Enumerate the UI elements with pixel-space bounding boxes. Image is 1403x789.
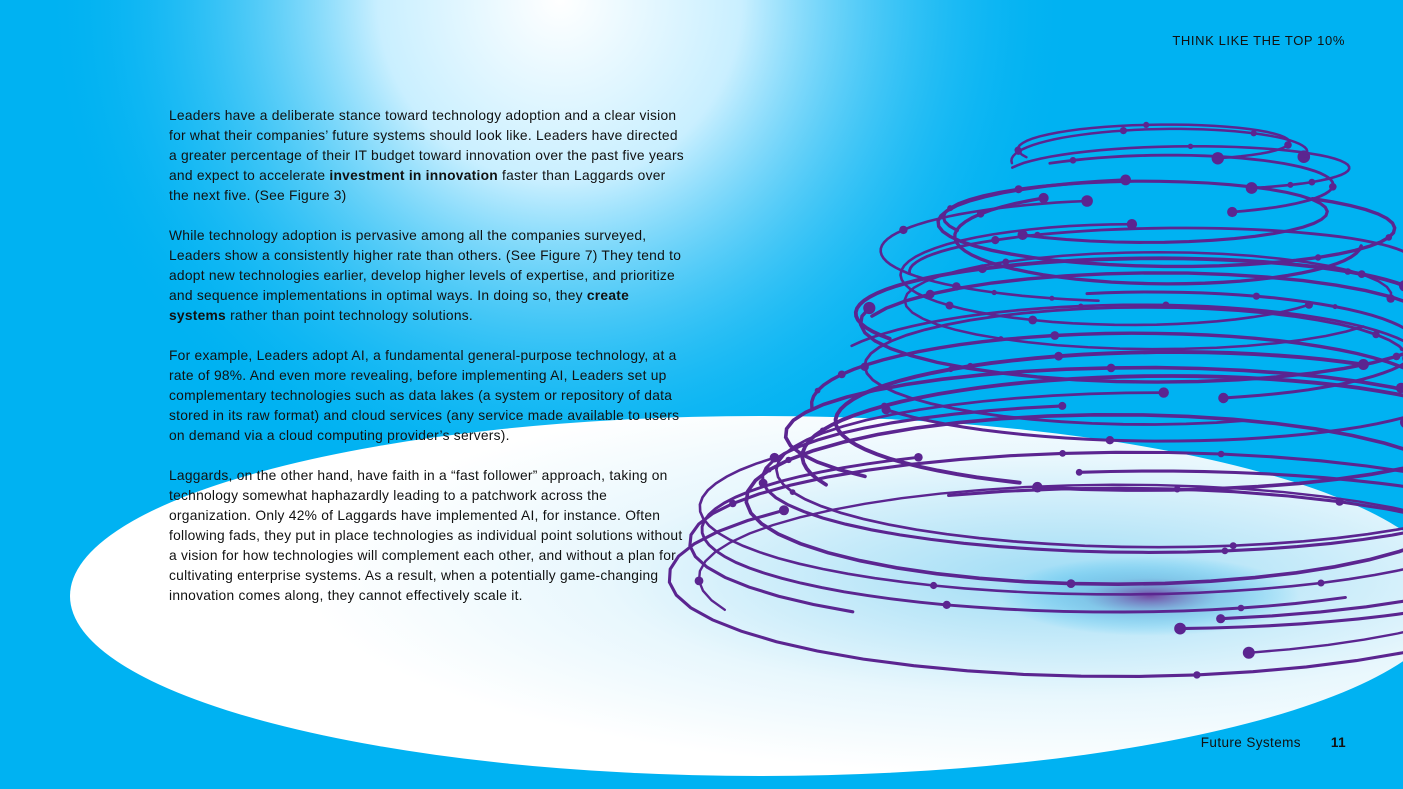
paragraph-1 [169, 106, 689, 206]
paragraph-1-emphasis: investment in innovation [329, 168, 498, 183]
paragraph-3: For example, Leaders adopt AI, a fundamental general-purpose technology, at a rate of 98%. And even more revealing, before implementing AI, Leaders set up complementary technologies such as data lakes (a system or repository of data stored in its raw format) and cloud services (any service made available to users on demand via a cloud computing provider’s servers). [169, 348, 680, 443]
paragraph-2-text-b: rather than point technology solutions. [225, 308, 473, 323]
swirl-node [1336, 498, 1344, 506]
swirl-node [899, 226, 907, 234]
swirl-node [1028, 316, 1037, 325]
swirl-node [1358, 359, 1369, 370]
paragraph-2-emphasis: create systems [169, 288, 630, 323]
swirl-node [1227, 207, 1237, 217]
page-footer [1201, 735, 1346, 750]
swirl-node [1127, 219, 1137, 229]
section-header-label: THINK LIKE THE TOP 10% [1172, 33, 1345, 48]
swirl-node [926, 290, 935, 299]
swirl-node [863, 302, 875, 314]
swirl-node [992, 290, 997, 295]
swirl-node [1222, 548, 1229, 555]
swirl-node [1106, 436, 1114, 444]
swirl-node [1329, 183, 1337, 191]
footer-section-title: Future Systems [1200, 735, 1301, 750]
swirl-node [1120, 175, 1131, 186]
swirl-node [881, 403, 887, 409]
swirl-node [1309, 179, 1316, 186]
swirl-node [767, 467, 772, 472]
swirl-node [930, 582, 937, 589]
swirl-node [1251, 130, 1257, 136]
swirl-node [1058, 402, 1066, 410]
paragraph-4: Laggards, on the other hand, have faith in a “fast follower” approach, taking on technology somewhat haphazardly leading to a patchwork across the organization. Only 42% of Laggards have implemented AI, for instance. Often following fads, they put in place technologies as individual point solutions without a vision for how technologies will complement each other, and without a plan for cultivating enterprise systems. As a result, when a potentially game-changing innovation comes along, they cannot effectively scale it. [169, 468, 683, 603]
swirl-node [1358, 270, 1366, 278]
swirl-node [695, 577, 704, 586]
page-number: 11 [1330, 735, 1346, 750]
swirl-node [1284, 141, 1292, 149]
swirl-node [1393, 353, 1401, 361]
swirl-node [948, 367, 954, 373]
swirl-node [1287, 182, 1293, 188]
swirl-node [1067, 579, 1076, 588]
paragraph-2 [169, 226, 689, 326]
swirl-node [1315, 254, 1321, 260]
swirl-node [1243, 647, 1255, 659]
swirl-node [978, 264, 987, 273]
paragraph-2-text-a: While technology adoption is pervasive among all the companies surveyed, Leaders show a consistently higher rate than others. (See Figure 7) They tend to adopt new technologies earlier, develop higher levels of expertise, and prioritize and sequence implementations in optimal ways. In doing so, they [169, 228, 682, 303]
swirl-node [1050, 331, 1059, 340]
swirl-node [1318, 580, 1325, 587]
swirl-node [1159, 387, 1169, 397]
body-copy [169, 106, 689, 626]
swirl-node [1081, 195, 1093, 207]
swirl-node [1188, 144, 1193, 149]
swirl-node [790, 489, 796, 495]
swirl-node [1174, 623, 1186, 635]
swirl-node [1076, 469, 1083, 476]
swirl-node [1034, 232, 1040, 238]
swirl-node [729, 500, 736, 507]
swirl-node [1253, 293, 1260, 300]
swirl-node [1143, 122, 1149, 128]
swirl-node [785, 457, 791, 463]
swirl-node [1216, 614, 1225, 623]
swirl-node [770, 453, 780, 463]
swirl-node [1193, 671, 1200, 678]
swirl-node [1386, 234, 1393, 241]
swirl-node [1333, 304, 1338, 309]
swirl-node [1230, 542, 1237, 549]
swirl-node [967, 363, 973, 369]
swirl-node [914, 453, 923, 462]
swirl-node [943, 601, 951, 609]
swirl-node [815, 388, 821, 394]
paragraph-1-text-a: Leaders have a deliberate stance toward technology adoption and a clear vision for what their companies’ future systems should look like. Leaders have directed a greater percentage of their IT budget toward innovation over the past five years and expect to accelerate [169, 108, 684, 183]
swirl-node [838, 371, 846, 379]
swirl-node [1162, 302, 1169, 309]
swirl-node [1345, 268, 1352, 275]
swirl-node [1218, 393, 1228, 403]
swirl-node [1015, 148, 1022, 155]
swirl-node [946, 302, 954, 310]
swirl-node [1078, 304, 1083, 309]
swirl-node [1107, 364, 1116, 373]
paragraph-1-text-b: faster than Laggards over the next five. (See Figure 3) [169, 168, 666, 203]
swirl-node [779, 505, 789, 515]
swirl-node [1218, 451, 1225, 458]
ground-shadow [1000, 556, 1300, 636]
swirl-node [1174, 486, 1181, 493]
swirl-node [1070, 157, 1077, 164]
swirl-node [991, 236, 999, 244]
swirl-node [1040, 195, 1047, 202]
swirl-node [1049, 296, 1054, 301]
swirl-node [1238, 605, 1245, 612]
swirl-node [1059, 450, 1066, 457]
swirl-node [1212, 152, 1224, 164]
swirl-node [1054, 352, 1063, 361]
swirl-node [1120, 127, 1127, 134]
